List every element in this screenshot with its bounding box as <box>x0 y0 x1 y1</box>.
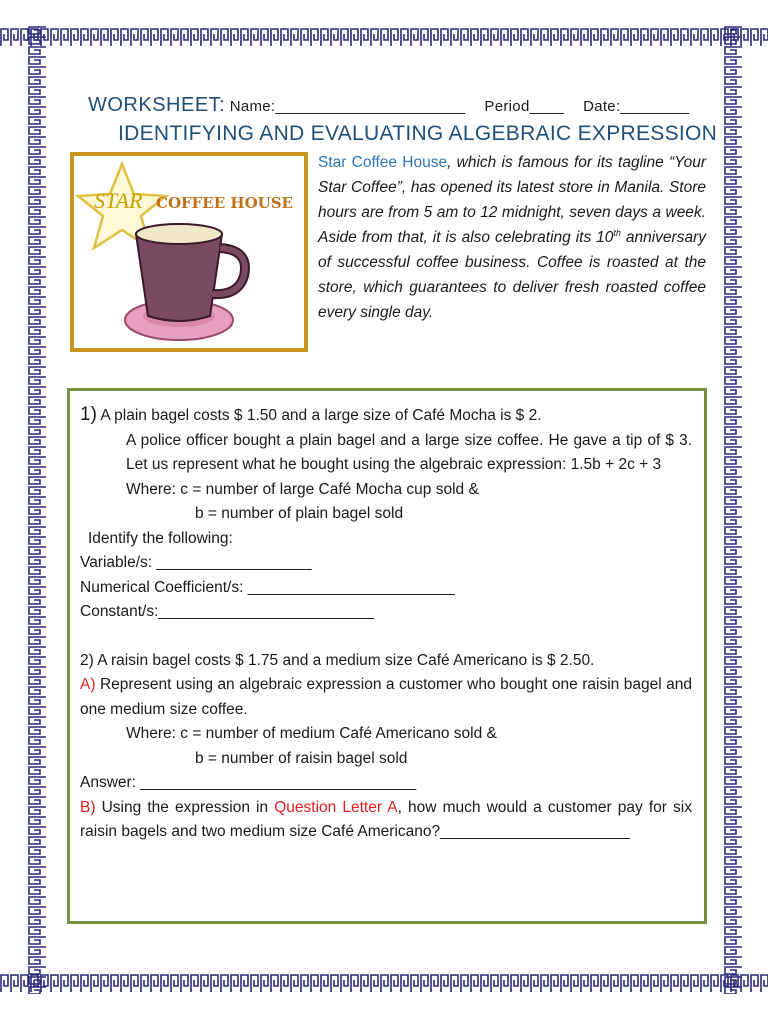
q2-where-b: b = number of raisin bagel sold <box>195 749 408 767</box>
q2-where-c: Where: c = number of medium Café Americano sold & <box>126 725 497 742</box>
intro-text-2: anniversary of successful coffee business. Coffee is roasted at the store, which guarantees to deliver fresh roasted coffee every single day. <box>318 229 706 321</box>
q1-coefficient-blank[interactable]: Numerical Coefficient/s: ________________________ <box>80 578 455 596</box>
date-field[interactable]: Date:________ <box>583 98 690 115</box>
intro-paragraph <box>318 150 706 325</box>
q2-part-b[interactable]: B) Using the expression in Question Letter A, how much would a customer pay for six raisin bagels and two medium size Café Americano?______________________ <box>80 798 692 840</box>
name-field[interactable]: Name:______________________ <box>229 98 466 115</box>
q2-answer-blank[interactable]: Answer: ________________________________ <box>80 774 417 791</box>
intro-text-1: , which is famous for its tagline “Your Star Coffee”, has opened its latest store in Manila. Store hours are from 5 am to 12 midnight, seven days a week. Aside from that, it is also celebrating its 10 <box>318 154 706 246</box>
coffee-house-logo <box>70 152 308 352</box>
page-border-left <box>26 26 48 994</box>
q2-a-label: A) <box>80 676 96 693</box>
q2-intro: 2) A raisin bagel costs $ 1.75 and a medium size Café Americano is $ 2.50. <box>80 651 595 669</box>
q1-line1: 1) A plain bagel costs $ 1.50 and a large size of Café Mocha is $ 2. <box>80 404 542 425</box>
worksheet-label: WORKSHEET: <box>88 94 226 116</box>
logo-house-text: COFFEE HOUSE <box>156 194 293 212</box>
questions-box <box>67 388 707 924</box>
q2-b-reference: Question Letter A <box>274 798 398 816</box>
q1-number: 1) <box>80 404 97 425</box>
q2-part-a: A) Represent using an algebraic expression a customer who bought one raisin bagel and one medium size coffee. <box>80 676 692 718</box>
page-border-right <box>722 26 744 994</box>
page-border-top <box>0 26 768 48</box>
q1-where-c: Where: c = number of large Café Mocha cup sold & <box>126 480 479 498</box>
q1-paragraph: A police officer bought a plain bagel and a large size coffee. He gave a tip of $ 3. Let us represent what he bought using the algebraic expression: 1.5b + 2c + 3 <box>126 431 692 473</box>
q2-b-label: B) <box>80 798 96 816</box>
q1-where-b: b = number of plain bagel sold <box>195 505 404 522</box>
q1-identify: Identify the following: <box>88 529 233 547</box>
mug-icon <box>136 234 222 321</box>
logo-star-text: STAR <box>94 188 143 213</box>
q1-variables-blank[interactable]: Variable/s: __________________ <box>80 554 312 571</box>
worksheet-header <box>88 94 688 120</box>
brand-name: Star Coffee House <box>318 154 448 171</box>
period-field[interactable]: Period____ <box>484 98 565 115</box>
page-border-bottom <box>0 972 768 994</box>
q1-constant-blank[interactable]: Constant/s:_________________________ <box>80 603 374 620</box>
intro-superscript: th <box>613 227 621 238</box>
page-title: IDENTIFYING AND EVALUATING ALGEBRAIC EXPRESSION <box>118 122 718 145</box>
